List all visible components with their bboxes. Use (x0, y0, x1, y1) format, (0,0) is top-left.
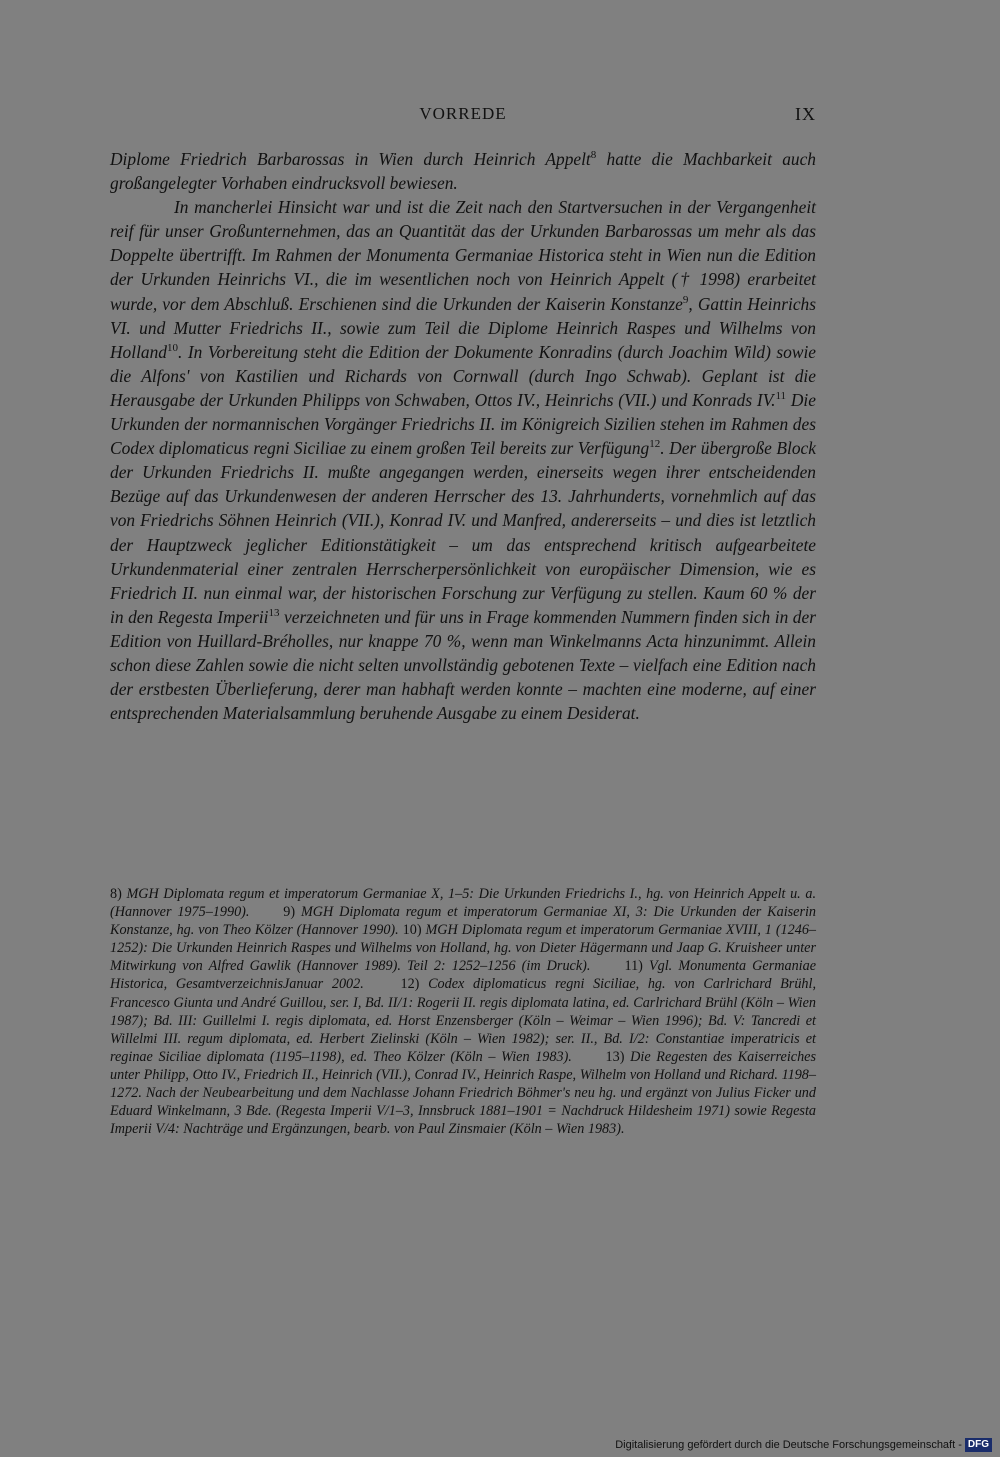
footnote-ref-9[interactable]: 9 (682, 293, 689, 306)
text-run: hatte die Machbarkeit auch großangelegter Vorhaben eindrucksvoll bewiesen. (110, 149, 816, 194)
footnote-text: Codex diplomaticus regni Siciliae, hg. von Carlrichard Brühl, Francesco Giunta und André Guillou, ser. I, Bd. II/1: Rogerii II. regis diplomata latina, ed. Carlrichard Brühl (Köln – Wien 1987); Bd. III: Guillelmi I. regis diplomata, ed. Horst Enzensberger (Köln – Weimar – Wien 1996); Bd. V: Tancredi et Willelmi III. regum diplomata, ed. Herbert Zielinski (Köln – Wien 1982); ser. II., Bd. I/2: Constantiae imperatricis et reginae Siciliae diplomata (1195–1198), ed. Theo Kölzer (Köln – Wien 1983). (110, 976, 817, 1065)
text-run: verzeichneten und für uns in Frage kommenden Nummern finden sich in der Edition von Huillard-Bréholles, nur knappe 70 %, wenn man Winkelmanns Acta hinzunimmt. Allein schon diese Zahlen sowie die nicht selten unvollständig gebotenen Texte – vielfach eine Edition nach der erstbesten Überlieferung, derer man habhaft werden konnte – machten eine moderne, auf einer entsprechenden Materialsammlung beruhende Ausgabe zu einem Desiderat. (110, 606, 816, 724)
text-run: Diplome Friedrich Barbarossas in Wien durch Heinrich Appelt (110, 149, 591, 169)
footnote-text: MGH Diplomata regum et imperatorum Germaniae X, 1–5: Die Urkunden Friedrichs I., hg. von Heinrich Appelt u. a. (Hannover 1975–1990). (110, 886, 817, 921)
paragraph-1 (110, 147, 816, 195)
footnote-ref-10[interactable]: 10 (167, 341, 179, 354)
dfg-logo-icon[interactable]: DFG (965, 1438, 992, 1452)
footnote-number: 9) (283, 904, 296, 921)
text-run: . Der übergroße Block der Urkunden Friedrichs II. mußte angegangen werden, einerseits wegen ihrer entscheidenden Bezüge auf das Urkundenwesen der anderen Herrscher des 13. Jahrhunderts, vornehmlich auf das von Friedrichs Söhnen Heinrich (VII.), Konrad IV. und Manfred, andererseits – und dies ist letztlich der Hauptzweck jeglicher Editionstätigkeit – um das entsprechend kritisch aufgearbeitete Urkundenmaterial einer zentralen Herrscherpersönlichkeit von europäischer Dimension, wie es Friedrich II. nun einmal war, der historischen Forschung zur Verfügung zu stellen. Kaum 60 % der in den Regesta Imperii (110, 438, 816, 627)
main-text (110, 147, 816, 725)
text-run: . In Vorbereitung steht die Edition der Dokumente Konradins (durch Joachim Wild) sowie die Alfons' von Kastilien und Richards von Cornwall (durch Ingo Schwab). Geplant ist die Herausgabe der Urkunden Philipps von Schwaben, Ottos IV., Heinrichs (VII.) und Konrads IV. (110, 341, 816, 410)
footnote-number: 11) (624, 958, 643, 975)
footnote-text: MGH Diplomata regum et imperatorum Germaniae XVIII, 1 (1246–1252): Die Urkunden Heinrich Raspes und Wilhelms von Holland, hg. von Dieter Hägermann und Jaap G. Kruisheer unter Mitwirkung von Alfred Gawlik (Hannover 1989). Teil 2: 1252–1256 (im Druck). (110, 922, 817, 975)
footnote-number: 13) (605, 1048, 625, 1065)
footnote-ref-8[interactable]: 8 (590, 149, 597, 161)
text-run: Die Urkunden der normannischen Vorgänger Friedrichs II. im Königreich Sizilien stehen im Rahmen des Codex diplomaticus regni Siciliae zu einem großen Teil bereits zur Verfügung (110, 389, 816, 459)
text-run: , Gattin Heinrichs VI. und Mutter Friedrichs II., sowie zum Teil die Diplome Heinrich Raspes und Wilhelms von Holland (110, 293, 816, 362)
footnote-ref-11[interactable]: 11 (775, 389, 787, 402)
footnote-ref-13[interactable]: 13 (268, 606, 280, 619)
paragraph-2 (110, 195, 816, 725)
footnotes (110, 885, 816, 1138)
digitization-credit (615, 1437, 992, 1453)
footnote-number: 8) (110, 886, 122, 902)
footnote-text: Die Regesten des Kaiserreiches unter Philipp, Otto IV., Friedrich II., Heinrich (VII.), Conrad IV., Heinrich Raspe, Wilhelm von Holland und Richard. 1198–1272. Nach der Neubearbeitung und dem Nachlasse Johann Friedrich Böhmer's neu hg. und ergänzt von Julius Ficker und Eduard Winkelmann, 3 Bde. (Regesta Imperii V/1–3, Innsbruck 1881–1901 = Nachdruck Hildesheim 1971) sowie Regesta Imperii V/4: Nachträge und Ergänzungen, bearb. von Paul Zinsmaier (Köln – Wien 1983). (110, 1048, 817, 1138)
footnote-number: 10) (402, 922, 422, 939)
footnote-ref-12[interactable]: 12 (649, 438, 661, 451)
footnote-text: MGH Diplomata regum et imperatorum Germaniae XI, 3: Die Urkunden der Kaiserin Konstanze, hg. von Theo Kölzer (Hannover 1990). (110, 904, 817, 939)
text-run: In mancherlei Hinsicht war und ist die Zeit nach den Startversuchen in der Vergangenheit reif für unser Großunternehmen, das an Quantität das der Urkunden Barbarossas um mehr als das Doppelte übertrifft. Im Rahmen der Monumenta Germaniae Historica steht in Wien nun die Edition der Urkunden Heinrichs VI., die im wesentlichen noch von Heinrich Appelt († 1998) erarbeitet wurde, vor dem Abschluß. Erschienen sind die Urkunden der Kaiserin Konstanze (110, 197, 816, 314)
footnote-number: 12) (400, 976, 420, 993)
credit-text: Digitalisierung gefördert durch die Deutsche Forschungsgemeinschaft - (615, 1439, 962, 1451)
page-number: IX (795, 104, 816, 124)
footnote-text: Vgl. Monumenta Germaniae Historica, GesamtverzeichnisJanuar 2002. (110, 958, 817, 993)
running-head-title: VORREDE (419, 104, 507, 123)
running-head (110, 104, 816, 128)
